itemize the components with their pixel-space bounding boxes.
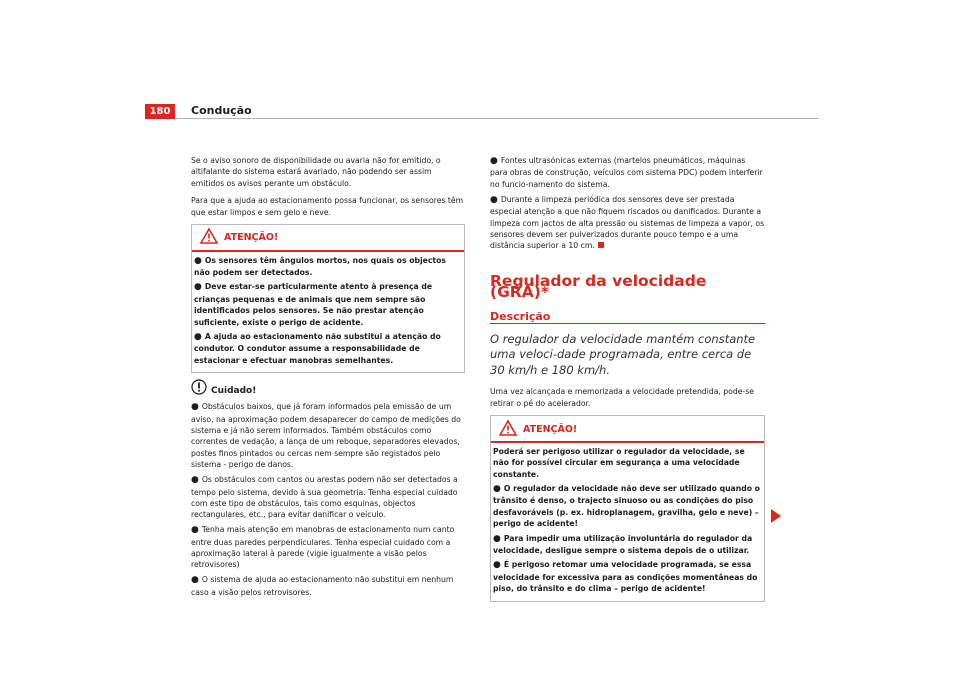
warning-lead: Poderá ser perigoso utilizar o regulador da velocidade, se não for possível circular em segurança a uma velocidade constante. <box>493 446 745 479</box>
warning-triangle-icon <box>499 420 517 439</box>
list-item: ● Fontes ultrasónicas externas (martelos pneumáticos, máquinas para obras de construção, veículos com sistema PDC) podem interferir no funcio-namento do sistema. <box>490 156 763 189</box>
bullet-icon: ● <box>194 282 202 293</box>
list-item: ● O regulador da velocidade não deve ser utilizado quando o trânsito é denso, o trajecto sinuoso ou as condições do piso desfavoráveis (p. ex. hidroplanagem, gravilha, gelo e neve) – perigo de acidente! <box>493 484 760 529</box>
list-item: ● Durante a limpeza periódica dos sensores deve ser prestada especial atenção a que não fiquem riscados ou danificados. Durante a limpeza com jactos de alta pressão ou sistemas de limpeza a vapor, os sensores devem ser pulverizados durante pouco tempo e a uma distância superior a 10 cm. <box>490 194 765 251</box>
section-end-marker-icon <box>598 242 604 248</box>
subheading: Descrição <box>490 309 551 323</box>
bullet-icon: ● <box>493 560 501 571</box>
list-item: ● Deve estar-se particularmente atento à presença de crianças pequenas e de animais que nem sempre são identificados pelos sensores. Se não prestar atenção suficiente, existe o perigo de acidente. <box>194 282 433 327</box>
bullet-icon: ● <box>191 402 199 413</box>
bullet-icon: ● <box>191 525 199 536</box>
subheading-rule <box>490 323 765 324</box>
warning-body <box>192 255 464 373</box>
list-item: ● Os obstáculos com cantos ou arestas podem não ser detectados a tempo pelo sistema, devido à sua geometria. Tenha especial cuidado com este tipo de obstáculos, tais como esquinas, objectos rectangulares, etc., para evitar danificar o veículo. <box>191 475 458 520</box>
bullet-icon: ● <box>493 484 501 494</box>
warning-header <box>491 419 764 439</box>
bullet-icon: ● <box>191 575 199 586</box>
header-rule <box>145 118 819 119</box>
bullet-icon: ● <box>194 255 202 266</box>
list-item: ● Para impedir uma utilização involuntária do regulador da velocidade, desligue sempre o sistema depois de o utilizar. <box>493 533 753 556</box>
caution-icon <box>191 379 207 398</box>
intro-text: O regulador da velocidade mantém constante uma veloci-dade programada, entre cerca de 30 km/h e 180 km/h. <box>490 331 756 377</box>
warning-title: ATENÇÃO! <box>523 423 578 435</box>
warning-box <box>490 415 765 601</box>
caution-header <box>191 379 465 399</box>
paragraph: Se o aviso sonoro de disponibilidade ou avaria não for emitido, o altifalante do sistema estará avariado, não podendo ser assim emitidos os avisos perante um obstáculo. <box>191 156 441 188</box>
list-item: ● O sistema de ajuda ao estacionamento não substitui em nenhum caso a visão pelos retrovisores. <box>191 575 454 597</box>
warning-rule <box>491 441 764 443</box>
warning-body <box>491 446 764 601</box>
warning-header <box>192 228 464 248</box>
paragraph: Para que a ajuda ao estacionamento possa funcionar, os sensores têm que estar limpos e sem gelo e neve. <box>191 196 464 217</box>
section-title: Condução <box>191 104 252 117</box>
right-column <box>490 155 765 608</box>
bullet-icon: ● <box>191 475 199 486</box>
bullet-icon: ● <box>490 156 498 166</box>
caution-title: Cuidado! <box>211 386 257 397</box>
list-item: ● A ajuda ao estacionamento não substitui a atenção do condutor. O condutor assume a responsabilidade de estacionar e efectuar manobras semelhantes. <box>194 331 441 365</box>
list-item: ● Obstáculos baixos, que já foram informados pela emissão de um aviso, na aproximação podem desaparecer do campo de medições do sistema e já não serem informados. Também obstáculos como correntes de vedação, a lança de um reboque, separadores elevados, postes finos pintados ou cercas nem sempre são registados pelo sistema - perigo de danos. <box>191 402 461 470</box>
bullet-icon: ● <box>490 194 498 205</box>
bullet-icon: ● <box>194 331 202 342</box>
warning-title: ATENÇÃO! <box>224 232 279 244</box>
list-item: ● Os sensores têm ângulos mortos, nos quais os objectos não podem ser detectados. <box>194 255 446 277</box>
warning-box <box>191 224 465 373</box>
chapter-heading: Regulador da velocidade (GRA)* <box>490 271 707 302</box>
list-item: ● Tenha mais atenção em manobras de estacionamento num canto entre duas paredes perpendiculares. Tenha especial cuidado com a aproximação lateral à parede (vigie igualmente a visão pelos retrovisores) <box>191 525 455 570</box>
warning-triangle-icon <box>200 228 218 247</box>
list-item: ● É perigoso retomar uma velocidade programada, se essa velocidade for excessiva para as condições momentâneas do piso, do trânsito e do clima – perigo de acidente! <box>493 560 758 594</box>
warning-rule <box>192 250 464 252</box>
bullet-icon: ● <box>493 533 501 544</box>
page-number: 180 <box>145 104 175 119</box>
continue-arrow-icon <box>771 508 781 527</box>
paragraph: Uma vez alcançada e memorizada a velocidade pretendida, pode-se retirar o pé do acelerador. <box>490 387 755 408</box>
left-column <box>191 155 465 602</box>
